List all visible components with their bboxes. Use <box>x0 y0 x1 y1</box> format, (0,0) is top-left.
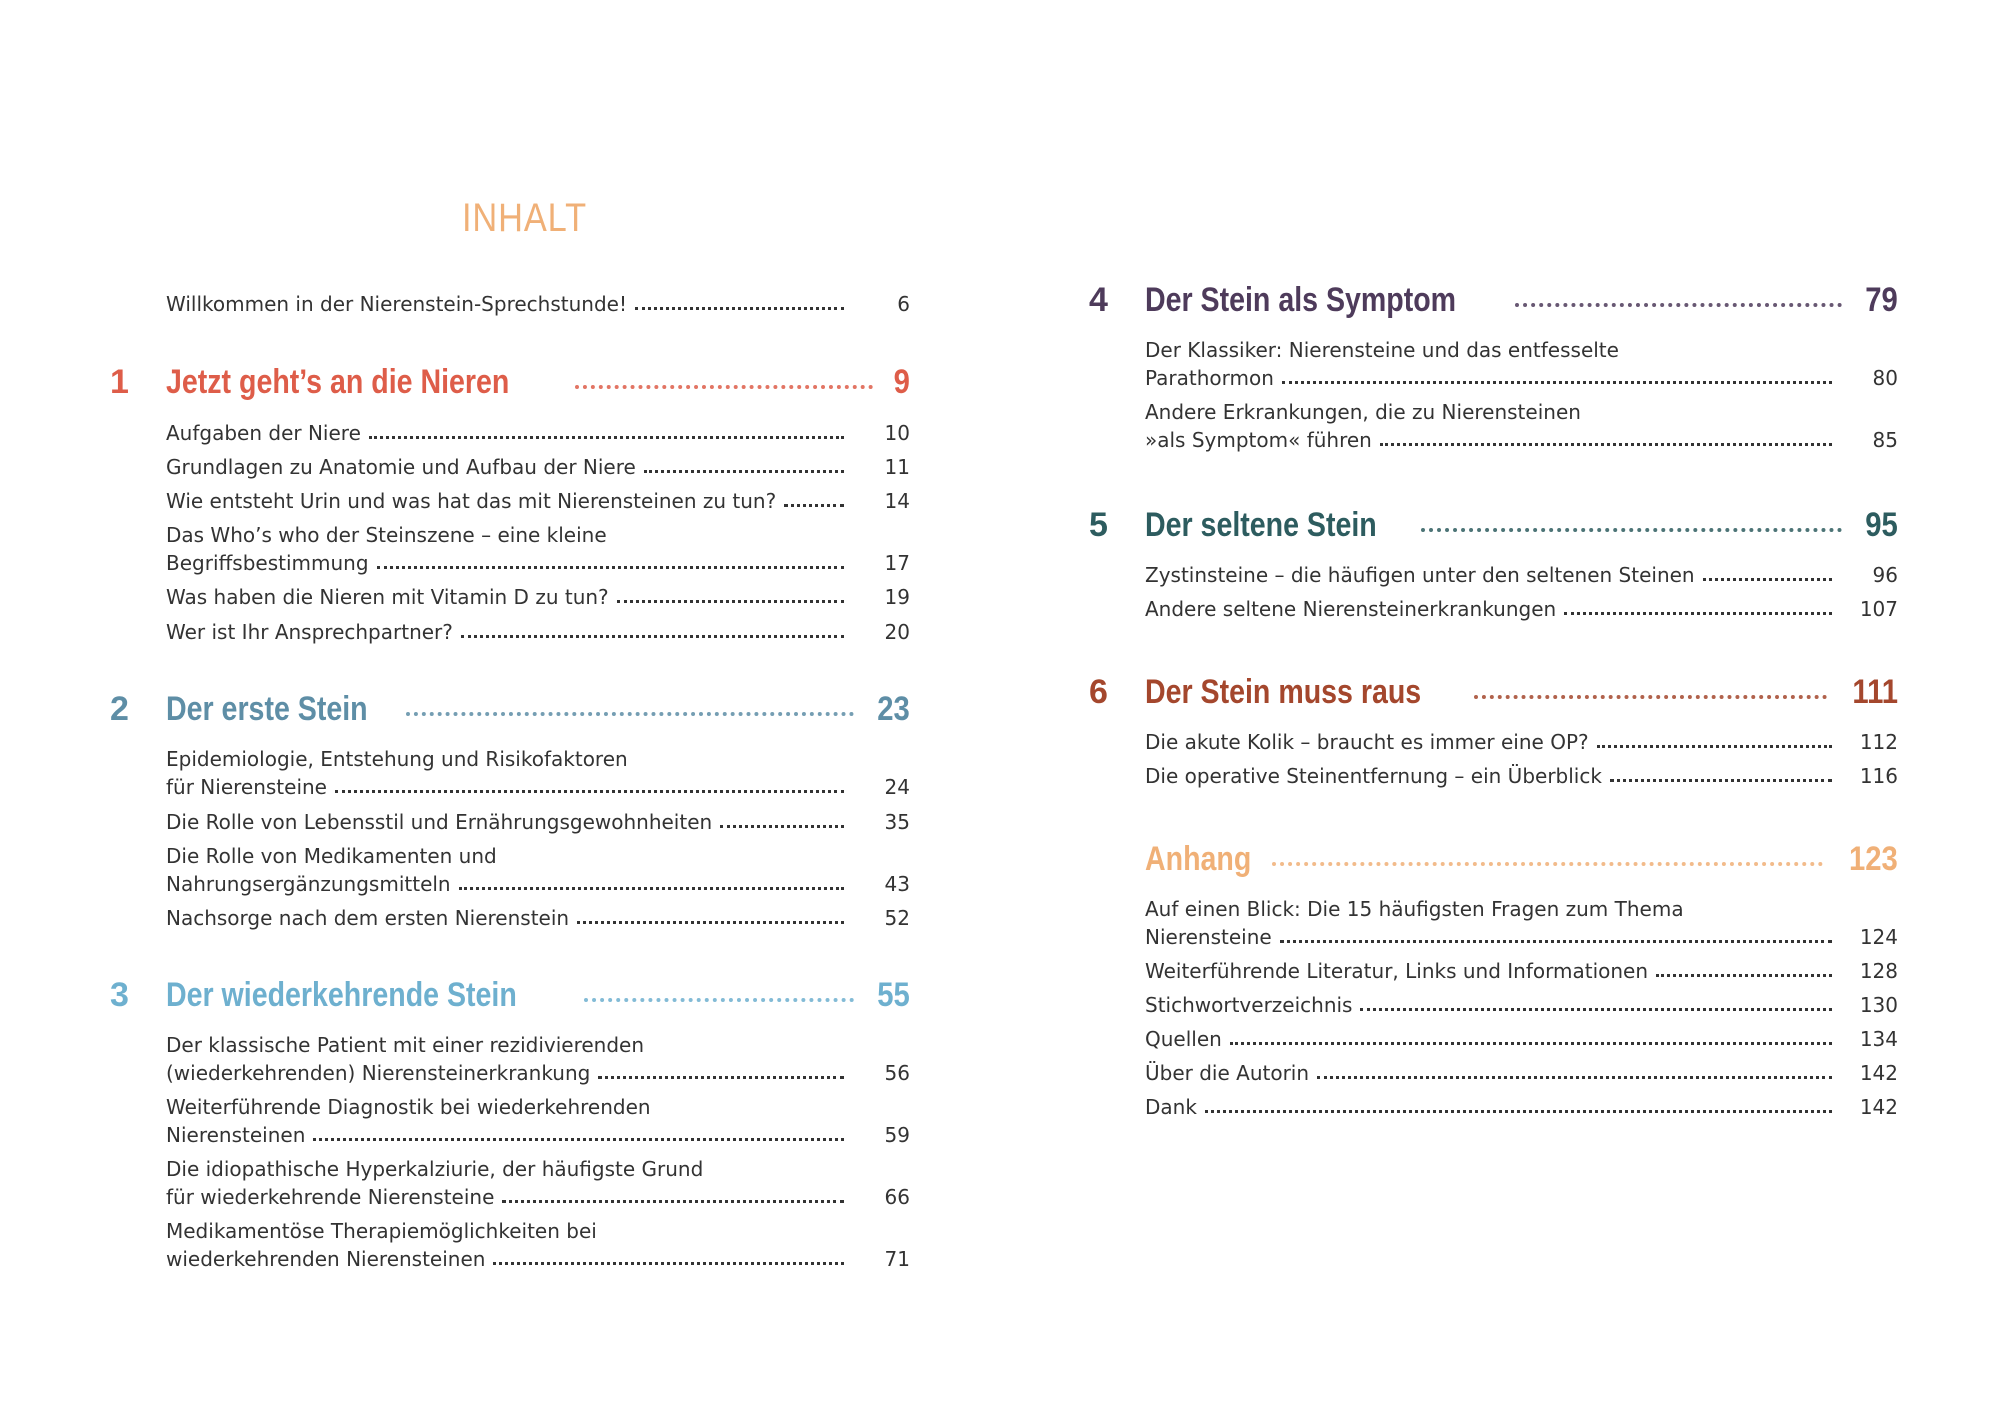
toc-entry[interactable] <box>166 521 910 577</box>
entry-title-line1: Der Klassiker: Nierensteine und das entfesselte <box>1145 338 1619 362</box>
entry-page: 24 <box>884 775 910 799</box>
entry-title: Nachsorge nach dem ersten Nierenstein <box>166 906 570 930</box>
entry-title-line1: Andere Erkrankungen, die zu Nierensteinen <box>1145 400 1581 424</box>
leader-dots <box>369 435 844 439</box>
leader-dots <box>584 998 855 1002</box>
toc-entry[interactable] <box>1145 1093 1898 1121</box>
chapter-page: 79 <box>1865 280 1898 319</box>
leader-dots <box>1610 778 1832 782</box>
chapter-title: Der erste Stein <box>166 689 368 728</box>
toc-entry[interactable] <box>1145 336 1898 392</box>
toc-entry[interactable] <box>1145 728 1898 756</box>
leader-dots <box>335 789 844 793</box>
entry-title-line1: Auf einen Blick: Die 15 häufigsten Fragen zum Thema <box>1145 897 1684 921</box>
entry-title-line1: Der klassische Patient mit einer rezidivierenden <box>166 1033 645 1057</box>
entry-title: Die operative Steinentfernung – ein Überblick <box>1145 764 1602 788</box>
entry-title-line1: Epidemiologie, Entstehung und Risikofaktoren <box>166 747 628 771</box>
entry-title: Nierensteine <box>1145 925 1272 949</box>
entry-page: 107 <box>1859 597 1898 621</box>
entry-title: für wiederkehrende Nierensteine <box>166 1185 495 1209</box>
entry-title: Andere seltene Nierensteinerkrankungen <box>1145 597 1557 621</box>
entry-title: Grundlagen zu Anatomie und Aufbau der Niere <box>166 455 636 479</box>
toc-entry[interactable] <box>1145 957 1898 985</box>
leader-dots <box>617 599 844 603</box>
leader-dots <box>502 1199 844 1203</box>
entry-title-line1: Weiterführende Diagnostik bei wiederkehrenden <box>166 1095 651 1119</box>
entry-title: Die akute Kolik – braucht es immer eine OP? <box>1145 730 1589 754</box>
toc-entry[interactable] <box>1145 762 1898 790</box>
entry-page: 11 <box>884 455 910 479</box>
toc-entry[interactable] <box>166 618 910 646</box>
entry-page: 142 <box>1859 1061 1898 1085</box>
appendix-page: 123 <box>1849 839 1898 878</box>
chapter-2-heading[interactable] <box>110 689 910 729</box>
entry-page: 10 <box>884 421 910 445</box>
entry-title: Aufgaben der Niere <box>166 421 361 445</box>
entry-page: 130 <box>1859 993 1898 1017</box>
leader-dots <box>1230 1041 1832 1045</box>
leader-dots <box>644 469 844 473</box>
entry-title-line1: Die Rolle von Medikamenten und <box>166 844 497 868</box>
entry-page: 85 <box>1872 428 1898 452</box>
toc-entry[interactable] <box>166 1093 910 1149</box>
chapter-title: Der wiederkehrende Stein <box>166 975 517 1014</box>
leader-dots <box>1656 973 1832 977</box>
leader-dots <box>493 1261 844 1265</box>
leader-dots <box>1317 1075 1832 1079</box>
chapter-number: 6 <box>1089 672 1108 711</box>
entry-page: 71 <box>884 1247 910 1271</box>
toc-entry[interactable] <box>166 1217 910 1273</box>
leader-dots <box>1380 442 1832 446</box>
entry-title: Begriffsbestimmung <box>166 551 369 575</box>
chapter-number: 1 <box>110 362 129 401</box>
leader-dots <box>598 1075 844 1079</box>
entry-title: Weiterführende Literatur, Links und Informationen <box>1145 959 1649 983</box>
chapter-1-heading[interactable] <box>110 362 910 402</box>
entry-page: 17 <box>884 551 910 575</box>
leader-dots <box>577 920 844 924</box>
entry-page: 66 <box>884 1185 910 1209</box>
leader-dots <box>377 565 844 569</box>
leader-dots <box>1703 577 1832 581</box>
entry-page: 142 <box>1859 1095 1898 1119</box>
entry-title: Wer ist Ihr Ansprechpartner? <box>166 620 453 644</box>
entry-page: 112 <box>1859 730 1898 754</box>
chapter-page: 111 <box>1852 672 1898 711</box>
toc-entry[interactable] <box>166 487 910 515</box>
toc-entry[interactable] <box>166 745 910 801</box>
leader-dots <box>1205 1109 1832 1113</box>
leader-dots <box>635 306 844 310</box>
entry-title: Dank <box>1145 1095 1197 1119</box>
leader-dots <box>313 1137 844 1141</box>
leader-dots <box>575 385 873 389</box>
toc-entry[interactable] <box>166 808 910 836</box>
entry-page: 43 <box>884 872 910 896</box>
leader-dots <box>1280 939 1832 943</box>
chapter-title: Jetzt geht’s an die Nieren <box>166 362 510 401</box>
entry-title: Parathormon <box>1145 366 1274 390</box>
chapter-number: 3 <box>110 975 129 1014</box>
entry-page: 19 <box>884 585 910 609</box>
entry-page: 96 <box>1872 563 1898 587</box>
entry-page: 20 <box>884 620 910 644</box>
chapter-page: 95 <box>1865 505 1898 544</box>
chapter-6-heading[interactable] <box>1089 672 1898 712</box>
entry-page: 52 <box>884 906 910 930</box>
appendix-title: Anhang <box>1145 839 1252 878</box>
chapter-5-heading[interactable] <box>1089 505 1898 545</box>
toc-entry[interactable] <box>166 419 910 447</box>
entry-title: Nahrungsergänzungsmitteln <box>166 872 451 896</box>
entry-title-line1: Die idiopathische Hyperkalziurie, der häufigste Grund <box>166 1157 704 1181</box>
entry-page: 128 <box>1859 959 1898 983</box>
entry-page: 6 <box>897 292 910 316</box>
entry-title: Die Rolle von Lebensstil und Ernährungsgewohnheiten <box>166 810 713 834</box>
leader-dots <box>1272 862 1824 866</box>
toc-entry[interactable] <box>166 583 910 611</box>
chapter-title: Der Stein muss raus <box>1145 672 1422 711</box>
entry-title: Was haben die Nieren mit Vitamin D zu tun? <box>166 585 609 609</box>
leader-dots <box>1421 528 1842 532</box>
leader-dots <box>784 503 844 507</box>
toc-entry[interactable] <box>166 904 910 932</box>
entry-title: Wie entsteht Urin und was hat das mit Nierensteinen zu tun? <box>166 489 777 513</box>
toc-entry[interactable] <box>166 1155 910 1211</box>
entry-title: Nierensteinen <box>166 1123 306 1147</box>
entry-title: »als Symptom« führen <box>1145 428 1372 452</box>
entry-title: (wiederkehrenden) Nierensteinerkrankung <box>166 1061 591 1085</box>
entry-page: 124 <box>1859 925 1898 949</box>
entry-title: Quellen <box>1145 1027 1222 1051</box>
entry-title: Über die Autorin <box>1145 1061 1310 1085</box>
leader-dots <box>459 886 844 890</box>
toc-entry[interactable] <box>1145 595 1898 623</box>
entry-page: 35 <box>884 810 910 834</box>
entry-page: 56 <box>884 1061 910 1085</box>
toc-entry[interactable] <box>1145 1059 1898 1087</box>
leader-dots <box>1515 303 1842 307</box>
entry-title: Willkommen in der Nierenstein-Sprechstunde! <box>166 292 627 316</box>
toc-entry[interactable] <box>1145 991 1898 1019</box>
chapter-title: Der Stein als Symptom <box>1145 280 1457 319</box>
toc-entry[interactable] <box>166 453 910 481</box>
entry-title-line1: Das Who’s who der Steinszene – eine kleine <box>166 523 607 547</box>
chapter-3-heading[interactable] <box>110 975 910 1015</box>
leader-dots <box>1474 695 1827 699</box>
chapter-number: 4 <box>1089 280 1108 319</box>
entry-title: Zystinsteine – die häufigen unter den seltenen Steinen <box>1145 563 1695 587</box>
leader-dots <box>1564 611 1832 615</box>
entry-page: 116 <box>1859 764 1898 788</box>
chapter-4-heading[interactable] <box>1089 280 1898 320</box>
toc-entry-intro[interactable] <box>166 290 910 318</box>
chapter-number: 5 <box>1089 505 1108 544</box>
entry-page: 80 <box>1872 366 1898 390</box>
entry-title-line1: Medikamentöse Therapiemöglichkeiten bei <box>166 1219 597 1243</box>
entry-page: 134 <box>1859 1027 1898 1051</box>
leader-dots <box>406 712 854 716</box>
entry-title: Stichwortverzeichnis <box>1145 993 1353 1017</box>
chapter-title: Der seltene Stein <box>1145 505 1377 544</box>
chapter-number: 2 <box>110 689 129 728</box>
leader-dots <box>720 824 844 828</box>
entry-page: 59 <box>884 1123 910 1147</box>
leader-dots <box>461 634 844 638</box>
toc-entry[interactable] <box>1145 561 1898 589</box>
toc-entry[interactable] <box>1145 1025 1898 1053</box>
toc-entry[interactable] <box>166 1031 910 1087</box>
chapter-page: 9 <box>893 362 910 401</box>
leader-dots <box>1282 380 1832 384</box>
appendix-heading[interactable] <box>1089 839 1898 879</box>
entry-page: 14 <box>884 489 910 513</box>
entry-title: wiederkehrenden Nierensteinen <box>166 1247 486 1271</box>
entry-title: für Nierensteine <box>166 775 327 799</box>
toc-entry[interactable] <box>166 842 910 898</box>
chapter-page: 23 <box>877 689 910 728</box>
page-title: INHALT <box>462 196 587 240</box>
chapter-page: 55 <box>877 975 910 1014</box>
toc-entry[interactable] <box>1145 895 1898 951</box>
leader-dots <box>1360 1007 1832 1011</box>
toc-entry[interactable] <box>1145 398 1898 454</box>
leader-dots <box>1597 744 1832 748</box>
